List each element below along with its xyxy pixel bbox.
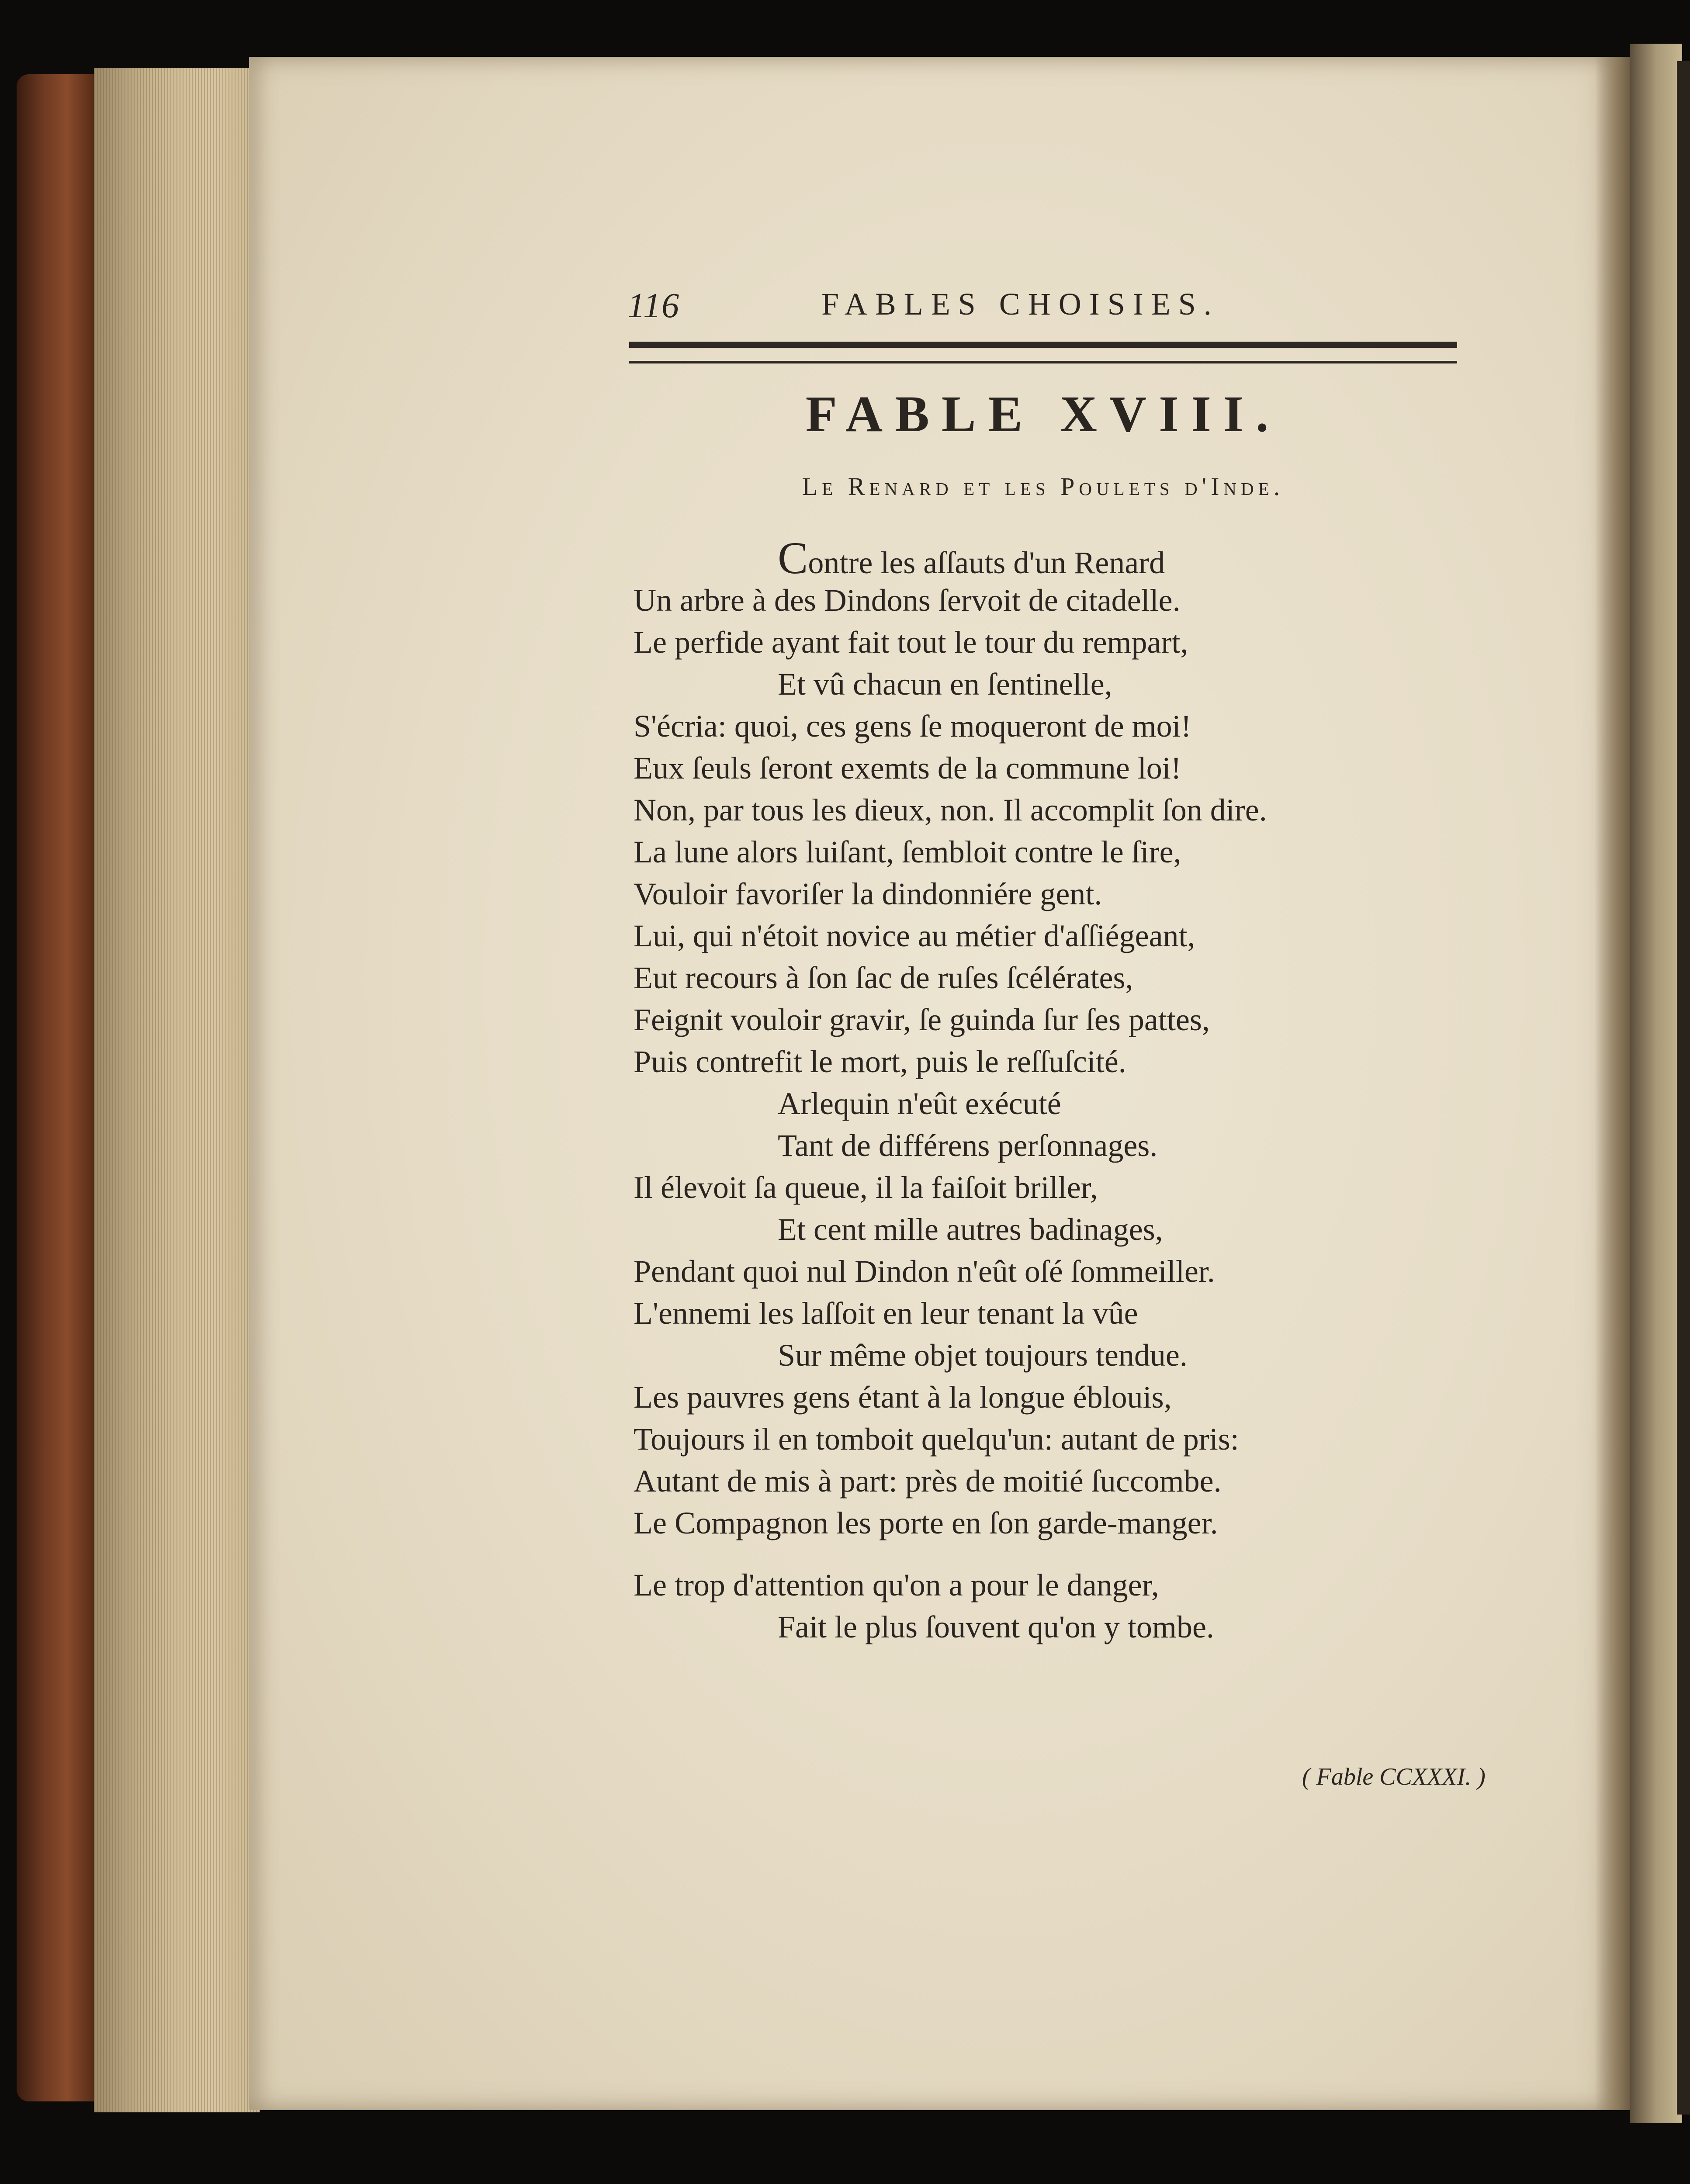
poem-line: Le Compagnon les porte en ſon garde-manger. (634, 1506, 1218, 1540)
poem-line: Lui, qui n'étoit novice au métier d'aſſiégeant, (634, 918, 1195, 953)
poem-line: Le perfide ayant fait tout le tour du rempart, (634, 625, 1188, 660)
book-title: FABLES CHOISIES. (821, 287, 1219, 322)
moral-line: Fait le plus ſouvent qu'on y tombe. (778, 1609, 1214, 1644)
poem-line: Tant de différens perſonnages. (778, 1128, 1158, 1163)
fable-subtitle: Le Renard et les Poulets d'Inde. (802, 472, 1285, 501)
header-rule-thin (629, 361, 1457, 363)
right-cover (1677, 61, 1690, 2115)
dropcap: C (778, 533, 808, 583)
poem-line: S'écria: quoi, ces gens ſe moqueront de moi! (634, 709, 1191, 744)
header-rule-thick (629, 342, 1457, 348)
fable-heading: FABLE XVIII. (805, 385, 1281, 443)
poem-line: Et cent mille autres badinages, (778, 1212, 1163, 1247)
poem-line: Sur même objet toujours tendue. (778, 1338, 1188, 1373)
poem-line: Eux ſeuls ſeront exemts de la commune loi! (634, 751, 1181, 786)
poem-line: Toujours il en tomboit quelqu'un: autant de pris: (634, 1422, 1239, 1457)
poem-line: Non, par tous les dieux, non. Il accomplit ſon dire. (634, 793, 1267, 827)
poem-line: Puis contrefit le mort, puis le reſſuſcité. (634, 1044, 1126, 1079)
poem-line: La lune alors luiſant, ſembloit contre le ſire, (634, 834, 1181, 869)
poem-line: Vouloir favoriſer la dindonniére gent. (634, 876, 1102, 911)
poem-line: Feignit vouloir gravir, ſe guinda ſur ſes pattes, (634, 1002, 1210, 1037)
poem-line: Autant de mis à part: près de moitié ſuccombe. (634, 1464, 1222, 1499)
poem-line: L'ennemi les laſſoit en leur tenant la vûe (634, 1296, 1138, 1331)
poem-line: Les pauvres gens étant à la longue éblouis, (634, 1380, 1172, 1415)
facing-page-edge (1630, 44, 1682, 2123)
moral-line: Le trop d'attention qu'on a pour le danger, (634, 1568, 1159, 1603)
poem-line: Pendant quoi nul Dindon n'eût oſé ſommeiller. (634, 1254, 1215, 1289)
poem-line: Et vû chacun en ſentinelle, (778, 667, 1112, 702)
page-number: 116 (627, 287, 680, 325)
poem-line: Arlequin n'eût exécuté (778, 1086, 1061, 1121)
page-edges (94, 68, 260, 2112)
poem-line: Un arbre à des Dindons ſervoit de citadelle. (634, 583, 1181, 618)
poem-line: Il élevoit ſa queue, il la faiſoit briller, (634, 1170, 1098, 1205)
poem-line-1: Contre les aſſauts d'un Renard (778, 533, 1165, 583)
source-footnote: ( Fable CCXXXI. ) (1302, 1763, 1486, 1790)
poem-line: Eut recours à ſon ſac de ruſes ſcélérates, (634, 960, 1133, 995)
running-head (603, 286, 1468, 343)
